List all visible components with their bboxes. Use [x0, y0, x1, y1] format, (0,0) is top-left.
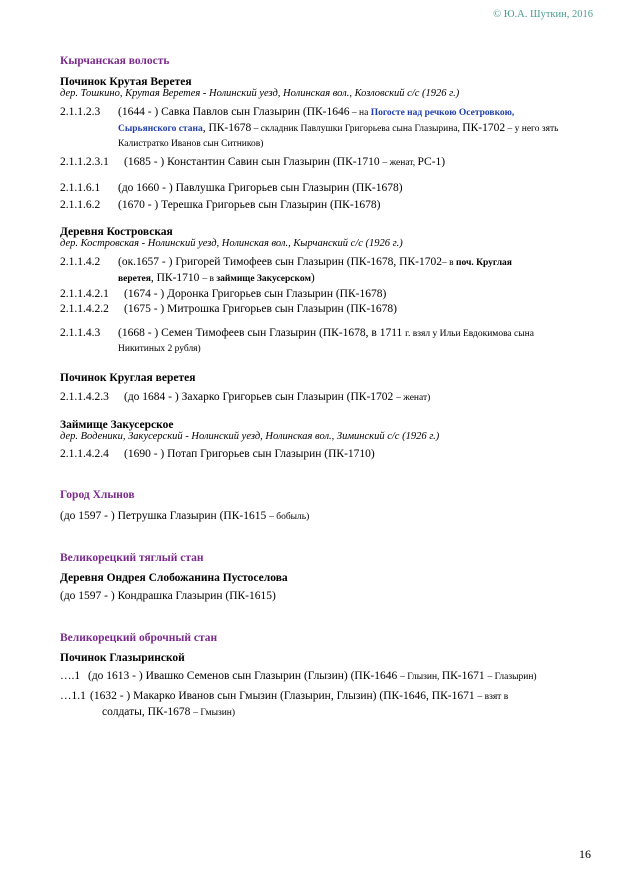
entry-text: (до 1684 - ) Захарко Григорьев сын Глазырин (ПК-1702 — [124, 391, 397, 403]
page-content — [60, 55, 595, 721]
genealogy-entry-continuation — [60, 271, 595, 287]
entry-note: – Гмызин) — [193, 708, 236, 718]
place-description: дер. Костровская - Нолинский уезд, Нолинская вол., Кырчанский с/с (1926 г.) — [60, 238, 403, 249]
entry-text: (1675 - ) Митрошка Григорьев сын Глазырин (ПК-1678) — [124, 303, 397, 315]
place-title: Деревня Костровская — [60, 226, 173, 238]
genealogy-entry — [60, 390, 595, 406]
entry-text: (1674 - ) Доронка Григорьев сын Глазырин (ПК-1678) — [124, 288, 387, 300]
entry-text: (1690 - ) Потап Григорьев сын Глазырин (ПК-1710) — [124, 448, 375, 460]
copyright-notice: © Ю.А. Шуткин, 2016 — [493, 9, 593, 20]
place-description: дер. Воденики, Закусерский - Нолинский уезд, Нолинская вол., Зиминский с/с (1926 г.) — [60, 431, 440, 442]
section-title-khlynov: Город Хлынов — [60, 489, 135, 501]
entry-number: 2.1.1.4.2.2 — [60, 303, 109, 315]
page-number: 16 — [579, 847, 591, 861]
genealogy-entry — [60, 105, 595, 121]
genealogy-entry — [60, 589, 595, 604]
section-title-velikoretsky-tyaglyi: Великорецкий тяглый стан — [60, 552, 204, 564]
genealogy-entry — [60, 669, 595, 685]
entry-number: 2.1.1.6.2 — [60, 199, 101, 211]
entry-text: ПК-1702 — [462, 122, 506, 134]
entry-number: 2.1.1.4.2.3 — [60, 391, 109, 403]
place-title: Починок Круглая веретея — [60, 372, 196, 384]
genealogy-entry-continuation: Никитиных 2 рубля) — [118, 344, 201, 354]
genealogy-entry — [60, 255, 595, 271]
genealogy-entry — [60, 198, 595, 213]
entry-text: , ПК-1678 — [202, 122, 252, 134]
genealogy-entry — [60, 447, 595, 462]
entry-text: (до 1597 - ) Петрушка Глазырин (ПК-1615 — [60, 510, 270, 522]
entry-text: ) — [310, 272, 315, 284]
place-title: Займище Закусерское — [60, 419, 174, 431]
entry-text: ПК-1678 — [147, 706, 194, 718]
entry-text: (до 1660 - ) Павлушка Григорьев сын Глазырин (ПК-1678) — [118, 182, 403, 194]
entry-number: 2.1.1.2.3 — [60, 106, 101, 118]
entry-text: (до 1613 - ) Ивашко Семенов сын Глазырин (Глызин) (ПК-1646 — [88, 670, 401, 682]
entry-note: – Глызин, — [400, 672, 442, 682]
entry-text: (1644 - ) Савка Павлов сын Глазырин (ПК-1646 — [118, 106, 350, 118]
entry-number: 2.1.1.4.3 — [60, 327, 101, 339]
entry-text: (ок.1657 - ) Григорей Тимофеев сын Глазырин (ПК-1678, ПК-1702 — [118, 256, 442, 268]
genealogy-entry — [60, 181, 595, 196]
entry-note: – бобыль) — [269, 512, 310, 522]
entry-note: – женат) — [396, 393, 431, 403]
entry-note: – в — [441, 258, 456, 268]
genealogy-entry — [60, 509, 595, 525]
section-title-velikoretsky-obrochnyi: Великорецкий оброчный стан — [60, 632, 218, 644]
entry-place-link: Погосте над речкою Осетровкою, — [370, 108, 515, 118]
entry-note: – складник Павлушки Григорьева сына Глазырина, — [251, 124, 463, 134]
entry-text: (1668 - ) Семен Тимофеев сын Глазырин (ПК-1678, в 1711 — [118, 327, 406, 339]
entry-note: г. взял у Ильи Евдокимова сына — [405, 329, 534, 339]
entry-place-link: займище Закусерском — [216, 274, 311, 284]
entry-place-link: Сырьянского стана — [118, 124, 203, 134]
genealogy-entry — [60, 326, 595, 342]
entry-place-link: поч. Круглая — [455, 258, 512, 268]
entry-number: 2.1.1.4.2.1 — [60, 288, 109, 300]
entry-note: – в — [202, 274, 217, 284]
entry-text: (1632 - ) Макарко Иванов сын Гмызин (Глазырин, Глызин) (ПК-1646, ПК-1671 — [90, 690, 478, 702]
entry-number: 2.1.1.4.2 — [60, 256, 101, 268]
place-title: Починок Крутая Веретея — [60, 76, 192, 88]
entry-text: (1670 - ) Терешка Григорьев сын Глазырин (ПК-1678) — [118, 199, 381, 211]
place-description: дер. Тошкино, Крутая Веретея - Нолинский уезд, Нолинская вол., Козловский с/с (1926 г.) — [60, 88, 460, 99]
genealogy-entry — [60, 287, 595, 302]
section-title-kyrchanskaya: Кырчанская волость — [60, 55, 170, 67]
entry-note: – на — [349, 108, 371, 118]
entry-number: 2.1.1.2.3.1 — [60, 156, 109, 168]
entry-number: …1.1 — [60, 690, 86, 702]
entry-note: – у него зять — [505, 124, 559, 134]
entry-note: – женат, — [382, 158, 418, 168]
entry-place-link: веретея — [118, 274, 151, 284]
genealogy-entry-continuation: Калистратко Иванов сын Ситников) — [118, 139, 264, 149]
genealogy-entry — [60, 302, 595, 317]
place-title: Починок Глазыринской — [60, 652, 185, 664]
genealogy-entry-continuation — [60, 705, 595, 721]
entry-note: – Глазырин) — [487, 672, 537, 682]
place-title: Деревня Ондрея Слобожанина Пустоселова — [60, 572, 288, 584]
entry-text: , ПК-1710 — [150, 272, 203, 284]
entry-number: 2.1.1.4.2.4 — [60, 448, 109, 460]
entry-note: – взят в — [477, 692, 509, 702]
entry-text: ПК-1671 — [441, 670, 488, 682]
genealogy-entry — [60, 155, 595, 171]
entry-text: (1685 - ) Константин Савин сын Глазырин (ПК-1710 — [124, 156, 383, 168]
genealogy-entry-continuation — [60, 121, 595, 137]
genealogy-entry — [60, 689, 595, 705]
entry-text: (до 1597 - ) Кондрашка Глазырин (ПК-1615) — [60, 590, 276, 602]
entry-number: 2.1.1.6.1 — [60, 182, 101, 194]
entry-text: солдаты, — [102, 706, 148, 718]
entry-number: ….1 — [60, 670, 81, 682]
entry-text: РС-1) — [417, 156, 446, 168]
